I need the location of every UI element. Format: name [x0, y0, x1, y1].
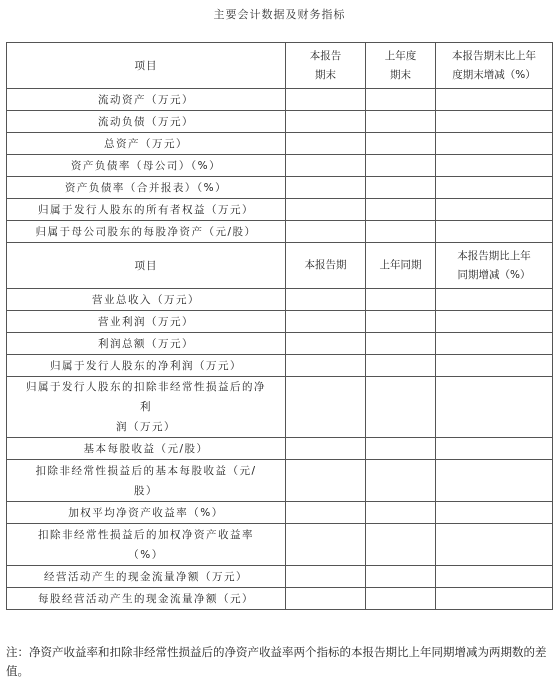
value-cell — [366, 460, 436, 502]
value-cell — [436, 438, 553, 460]
row-label: 营业利润（万元） — [7, 311, 286, 333]
table-row — [7, 438, 553, 460]
value-cell — [366, 438, 436, 460]
row-label: 每股经营活动产生的现金流量净额（元） — [7, 588, 286, 610]
table-row — [7, 177, 553, 199]
header-prior-period: 上年同期 — [366, 243, 436, 289]
value-cell — [436, 89, 553, 111]
value-cell — [436, 199, 553, 221]
table-row — [7, 221, 553, 243]
text-line: 同期增减（%） — [457, 268, 531, 281]
value-cell — [286, 438, 366, 460]
value-cell — [366, 89, 436, 111]
row-label: 总资产（万元） — [7, 133, 286, 155]
value-cell — [366, 177, 436, 199]
header-change-vs-prior-year-end — [436, 43, 553, 89]
value-cell — [366, 588, 436, 610]
footnote: 注：净资产收益率和扣除非经常性损益后的净资产收益率两个指标的本报告期比上年同期增减为两期数的差值。 — [6, 645, 547, 678]
value-cell — [436, 155, 553, 177]
table-row — [7, 155, 553, 177]
value-cell — [436, 588, 553, 610]
text-line: 股） — [134, 484, 158, 497]
header-item: 项目 — [7, 43, 286, 89]
row-label: 资产负债率（母公司）（%） — [7, 155, 286, 177]
value-cell — [286, 199, 366, 221]
value-cell — [366, 566, 436, 588]
value-cell — [286, 155, 366, 177]
text-line: （%） — [128, 548, 164, 561]
text-line: 利 — [140, 401, 152, 413]
table-row — [7, 566, 553, 588]
table-row — [7, 502, 553, 524]
header-prior-year-end — [366, 43, 436, 89]
value-cell — [366, 311, 436, 333]
value-cell — [436, 133, 553, 155]
row-label: 流动负债（万元） — [7, 111, 286, 133]
table-row — [7, 355, 553, 377]
text-line: 本报告期末比上年 — [452, 49, 536, 62]
value-cell — [286, 460, 366, 502]
table-row — [7, 199, 553, 221]
value-cell — [366, 199, 436, 221]
value-cell — [436, 566, 553, 588]
value-cell — [436, 289, 553, 311]
value-cell — [366, 133, 436, 155]
header-current-period: 本报告期 — [286, 243, 366, 289]
financial-indicators-table — [6, 42, 553, 610]
value-cell — [436, 377, 553, 438]
value-cell — [436, 502, 553, 524]
value-cell — [366, 377, 436, 438]
value-cell — [286, 177, 366, 199]
row-label: 流动资产（万元） — [7, 89, 286, 111]
header-item: 项目 — [7, 243, 286, 289]
table-row — [7, 289, 553, 311]
value-cell — [366, 155, 436, 177]
row-label: 利润总额（万元） — [7, 333, 286, 355]
value-cell — [286, 289, 366, 311]
value-cell — [436, 460, 553, 502]
table-row — [7, 311, 553, 333]
text-line: 上年度 — [384, 49, 417, 62]
value-cell — [286, 355, 366, 377]
value-cell — [366, 289, 436, 311]
value-cell — [286, 502, 366, 524]
text-line: 归属于发行人股东的扣除非经常性损益后的净 — [26, 381, 266, 393]
table-row — [7, 133, 553, 155]
value-cell — [286, 133, 366, 155]
text-line: 扣除非经常性损益后的加权净资产收益率 — [38, 528, 254, 541]
text-line: 度期末增减（%） — [452, 68, 536, 81]
value-cell — [436, 111, 553, 133]
row-label: 加权平均净资产收益率（%） — [7, 502, 286, 524]
value-cell — [286, 333, 366, 355]
table-row — [7, 460, 553, 502]
value-cell — [286, 524, 366, 566]
table-row — [7, 588, 553, 610]
value-cell — [286, 566, 366, 588]
table-row — [7, 333, 553, 355]
value-cell — [436, 221, 553, 243]
value-cell — [286, 311, 366, 333]
value-cell — [436, 177, 553, 199]
text-line: 本报告期比上年 — [457, 249, 531, 262]
row-label: 资产负债率（合并报表）（%） — [7, 177, 286, 199]
value-cell — [286, 221, 366, 243]
value-cell — [286, 377, 366, 438]
text-line: 本报告 — [309, 49, 342, 62]
value-cell — [366, 524, 436, 566]
row-label: 基本每股收益（元/股） — [7, 438, 286, 460]
row-label — [7, 460, 286, 502]
row-label: 经营活动产生的现金流量净额（万元） — [7, 566, 286, 588]
table-row — [7, 89, 553, 111]
value-cell — [366, 502, 436, 524]
table-title: 主要会计数据及财务指标 — [213, 8, 346, 21]
table-row — [7, 524, 553, 566]
row-label: 营业总收入（万元） — [7, 289, 286, 311]
table-row — [7, 377, 553, 438]
value-cell — [436, 333, 553, 355]
header-change-vs-prior-period — [436, 243, 553, 289]
text-line: 润（万元） — [116, 421, 176, 433]
value-cell — [436, 311, 553, 333]
row-label: 归属于母公司股东的每股净资产（元/股） — [7, 221, 286, 243]
value-cell — [436, 355, 553, 377]
table-row — [7, 111, 553, 133]
header-row-period — [7, 243, 553, 289]
value-cell — [366, 333, 436, 355]
text-line: 扣除非经常性损益后的基本每股收益（元/ — [35, 464, 257, 477]
value-cell — [366, 221, 436, 243]
row-label — [7, 524, 286, 566]
value-cell — [286, 89, 366, 111]
value-cell — [366, 111, 436, 133]
row-label: 归属于发行人股东的净利润（万元） — [7, 355, 286, 377]
value-cell — [366, 355, 436, 377]
row-label: 归属于发行人股东的所有者权益（万元） — [7, 199, 286, 221]
value-cell — [286, 588, 366, 610]
value-cell — [436, 524, 553, 566]
header-current-period-end — [286, 43, 366, 89]
row-label — [7, 377, 286, 438]
value-cell — [286, 111, 366, 133]
text-line: 期末 — [390, 68, 411, 81]
header-row-period-end — [7, 43, 553, 89]
text-line: 期末 — [315, 68, 336, 81]
